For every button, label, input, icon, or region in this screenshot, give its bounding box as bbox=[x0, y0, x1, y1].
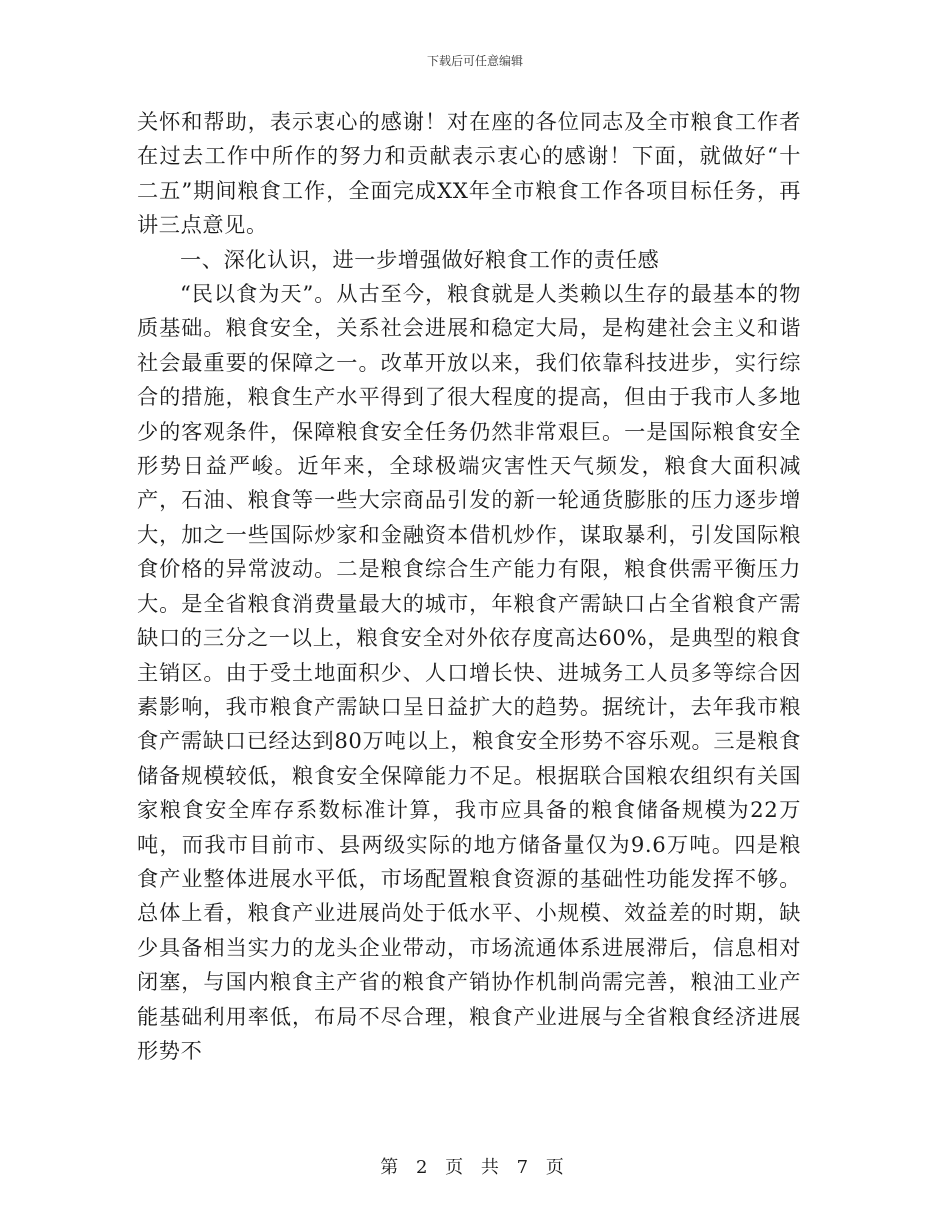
section-heading: 一、深化认识，进一步增强做好粮食工作的责任感 bbox=[180, 246, 660, 272]
page-number: 第 2 页 共 7 页 bbox=[380, 1157, 570, 1178]
document-body bbox=[137, 105, 801, 1068]
paragraph-body: “民以食为天”。从古至今，粮食就是人类赖以生存的最基本的物质基础。粮食安全，关系社会进展和稳定大局，是构建社会主义和谐社会最重要的保障之一。改革开放以来，我们依靠科技进步，实行综合的措施，粮食生产水平得到了很大程度的提高，但由于我市人多地少的客观条件，保障粮食安全任务仍然非常艰巨。一是国际粮食安全形势日益严峻。近年来，全球极端灾害性天气频发，粮食大面积减产，石油、粮食等一些大宗商品引发的新一轮通货膨胀的压力逐步增大，加之一些国际炒家和金融资本借机炒作，谋取暴利，引发国际粮食价格的异常波动。二是粮食综合生产能力有限，粮食供需平衡压力大。是全省粮食消费量最大的城市，年粮食产需缺口占全省粮食产需缺口的三分之一以上，粮食安全对外依存度高达60%，是典型的粮食主销区。由于受土地面积少、人口增长快、进城务工人员多等综合因素影响，我市粮食产需缺口呈日益扩大的趋势。据统计，去年我市粮食产需缺口已经达到80万吨以上，粮食安全形势不容乐观。三是粮食储备规模较低，粮食安全保障能力不足。根据联合国粮农组织有关国家粮食安全库存系数标准计算，我市应具备的粮食储备规模为22万吨，而我市目前市、县两级实际的地方储备量仅为9.6万吨。四是粮食产业整体进展水平低，市场配置粮食资源的基础性功能发挥不够。总体上看，粮食产业进展尚处于低水平、小规模、效益差的时期，缺少具备相当实力的龙头企业带动，市场流通体系进展滞后，信息相对闭塞，与国内粮食主产省的粮食产销协作机制尚需完善，粮油工业产能基础利用率低，布局不尽合理，粮食产业进展与全省粮食经济进展形势不 bbox=[137, 281, 801, 1063]
header-note: 下载后可任意编辑 bbox=[426, 54, 523, 68]
paragraph-continuation: 关怀和帮助，表示衷心的感谢！对在座的各位同志及全市粮食工作者在过去工作中所作的努力和贡献表示衷心的感谢！下面，就做好“十二五”期间粮食工作，全面完成XX年全市粮食工作各项目标任务，再讲三点意见。 bbox=[137, 109, 801, 238]
